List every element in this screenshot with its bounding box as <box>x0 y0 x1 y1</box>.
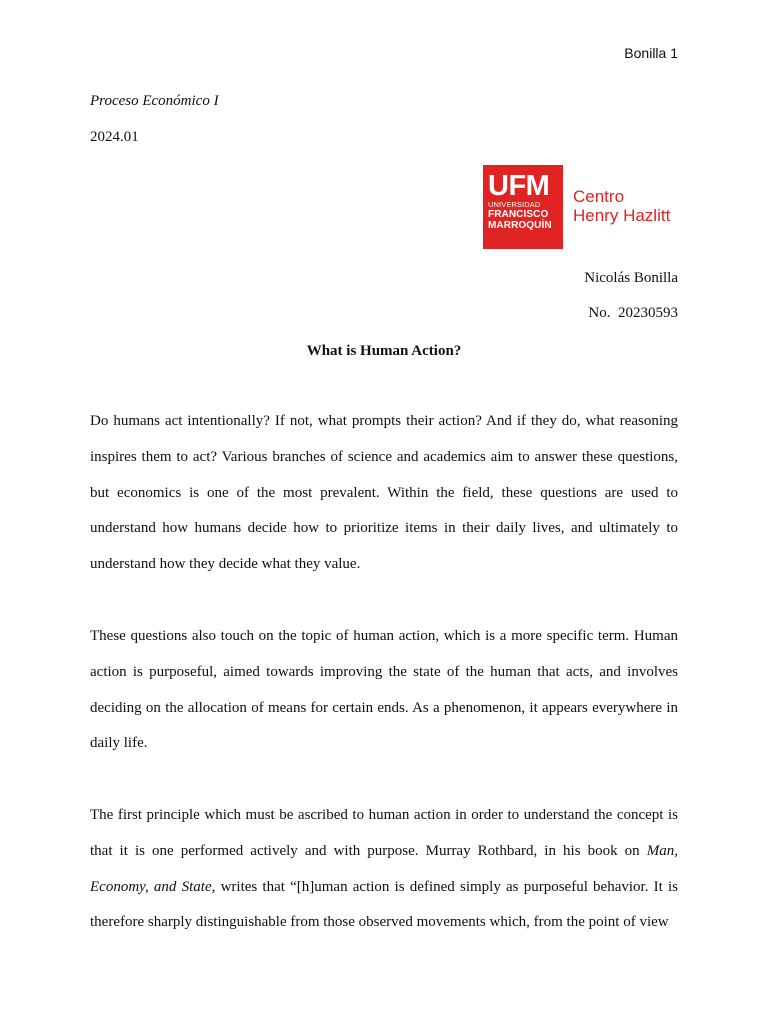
running-header-page-number: Bonilla 1 <box>624 45 678 61</box>
logo-line-universidad: UNIVERSIDAD <box>488 200 541 209</box>
logo-line-francisco: FRANCISCO <box>488 209 549 220</box>
ufm-logo-box <box>483 165 563 249</box>
logo-centro-line2: Henry Hazlitt <box>573 206 671 225</box>
paragraph-3 <box>90 798 678 941</box>
logo-centro-line1: Centro <box>573 187 625 206</box>
essay-title: What is Human Action? <box>306 343 462 359</box>
logo-ufm-text: UFM <box>488 170 550 202</box>
paragraph-3-text-a: The first principle which must be ascribed to human action in order to understand the concept is that it is one performed actively and with purpose. Murray Rothbard, in his book on <box>90 807 678 859</box>
term: 2024.01 <box>90 129 139 145</box>
course-name: Proceso Económico I <box>90 93 219 109</box>
book-title: Man, Economy, and State <box>90 842 678 895</box>
paragraph-1: Do humans act intentionally? If not, what prompts their action? And if they do, what reasoning inspires them to act? Various branches of science and academics aim to answer these questions, but economics is one of the most prevalent. Within the field, these questions are used to understand how humans decide how to prioritize items in their daily lives, and ultimately to understand how they decide what they value. <box>90 413 678 573</box>
author-name: Nicolás Bonilla <box>584 270 678 286</box>
paragraph-2: These questions also touch on the topic of human action, which is a more specific term. Human action is purposeful, aimed towards improving the state of the human that acts, and involves deciding on the allocation of means for certain ends. As a phenomenon, it appears everywhere in daily life. <box>90 628 678 752</box>
logo-centro-text <box>573 187 670 225</box>
logo-line-marroquin: MARROQUÍN <box>488 220 552 231</box>
student-number: No. 20230593 <box>588 305 678 321</box>
paragraph-3-text-b: , writes that “[h]uman action is defined simply as purposeful behavior. It is therefore sharply distinguishable from those observed movements which, from the point of view <box>90 878 679 931</box>
ufm-centro-logo <box>483 165 673 249</box>
